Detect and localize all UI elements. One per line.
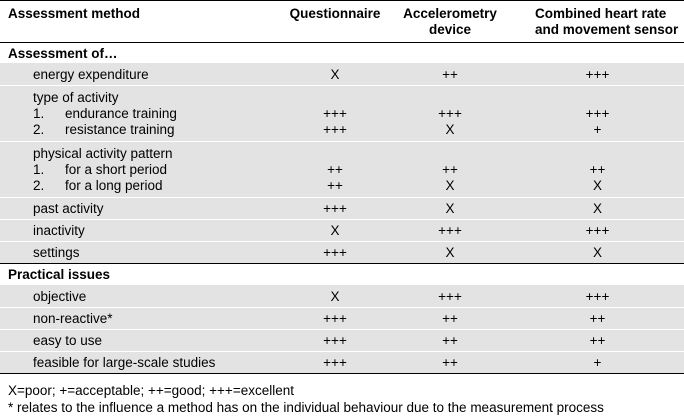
combined-rating: X (592, 245, 602, 260)
questionnaire-rating: +++ (323, 201, 347, 216)
questionnaire-rating: ++ (327, 178, 343, 193)
row-label: physical activity pattern (33, 146, 173, 161)
row-label: objective (33, 289, 87, 304)
sub-item-label: for a short period (65, 162, 168, 177)
header-accelerometry-line2: device (428, 22, 472, 37)
table-row (0, 63, 684, 85)
sub-item-label: for a long period (65, 178, 163, 193)
sub-item (33, 106, 177, 122)
table-row (0, 197, 684, 219)
section-title: Assessment of… (8, 46, 118, 61)
sub-item-label: resistance training (65, 122, 175, 137)
table-row (0, 85, 684, 141)
sub-item-number: 1. (33, 106, 45, 121)
questionnaire-rating: +++ (323, 106, 347, 121)
table-header (0, 0, 684, 43)
sub-item (33, 178, 163, 194)
questionnaire-rating: X (330, 67, 340, 82)
sub-item (33, 162, 167, 178)
combined-rating: +++ (585, 67, 610, 82)
table-row (0, 285, 684, 307)
combined-rating: + (593, 355, 602, 370)
accelerometry-rating: X (445, 201, 455, 216)
questionnaire-rating: +++ (323, 122, 347, 137)
questionnaire-rating: ++ (327, 162, 343, 177)
accelerometry-rating: ++ (442, 333, 458, 348)
combined-rating: ++ (589, 162, 606, 177)
section-practical-issues (0, 264, 684, 285)
combined-rating: ++ (589, 311, 606, 326)
sub-item-number: 2. (33, 178, 45, 193)
header-combined-line2: and movement sensor (535, 22, 679, 37)
footnote: * relates to the influence a method has on the individual behaviour due to the measurement process (8, 400, 604, 415)
table-notes (8, 382, 604, 416)
accelerometry-rating: X (445, 245, 455, 260)
row-label: easy to use (33, 333, 103, 348)
row-label: inactivity (33, 223, 85, 238)
section-title: Practical issues (8, 267, 111, 282)
header-accelerometry-line1: Accelerometry (403, 6, 497, 21)
header-questionnaire: Questionnaire (289, 6, 381, 21)
row-label: type of activity (33, 90, 119, 105)
combined-rating: +++ (585, 289, 610, 304)
questionnaire-rating: X (330, 223, 340, 238)
combined-rating: X (592, 201, 602, 216)
combined-rating: ++ (589, 333, 606, 348)
header-combined-line1: Combined heart rate (535, 6, 667, 21)
questionnaire-rating: +++ (323, 333, 347, 348)
row-label: non-reactive* (33, 311, 113, 326)
accelerometry-rating: ++ (442, 162, 458, 177)
accelerometry-rating: ++ (442, 67, 458, 82)
accelerometry-rating: ++ (442, 311, 458, 326)
accelerometry-rating: X (445, 122, 455, 137)
accelerometry-rating: X (445, 178, 455, 193)
combined-rating: +++ (585, 106, 610, 121)
rating-legend: X=poor; +=acceptable; ++=good; +++=excellent (8, 383, 294, 398)
table-row (0, 141, 684, 197)
sub-item (33, 122, 175, 138)
row-label: past activity (33, 201, 104, 216)
combined-rating: +++ (585, 223, 610, 238)
table-row (0, 329, 684, 351)
questionnaire-rating: +++ (323, 245, 347, 260)
questionnaire-rating: +++ (323, 355, 347, 370)
section-assessment-of (0, 43, 684, 63)
header-assessment-method: Assessment method (8, 6, 141, 21)
sub-item-number: 2. (33, 122, 45, 137)
questionnaire-rating: X (330, 289, 340, 304)
accelerometry-rating: +++ (438, 106, 462, 121)
sub-item-number: 1. (33, 162, 45, 177)
table-row (0, 351, 684, 374)
combined-rating: + (593, 122, 602, 137)
accelerometry-rating: +++ (438, 223, 462, 238)
sub-item-label: endurance training (65, 106, 177, 121)
row-label: settings (33, 245, 80, 260)
accelerometry-rating: +++ (438, 289, 462, 304)
table-row (0, 307, 684, 329)
accelerometry-rating: ++ (442, 355, 458, 370)
row-label: feasible for large-scale studies (33, 355, 216, 370)
row-label: energy expenditure (33, 67, 149, 82)
table-row (0, 219, 684, 241)
questionnaire-rating: +++ (323, 311, 347, 326)
table-row (0, 241, 684, 264)
combined-rating: X (592, 178, 602, 193)
